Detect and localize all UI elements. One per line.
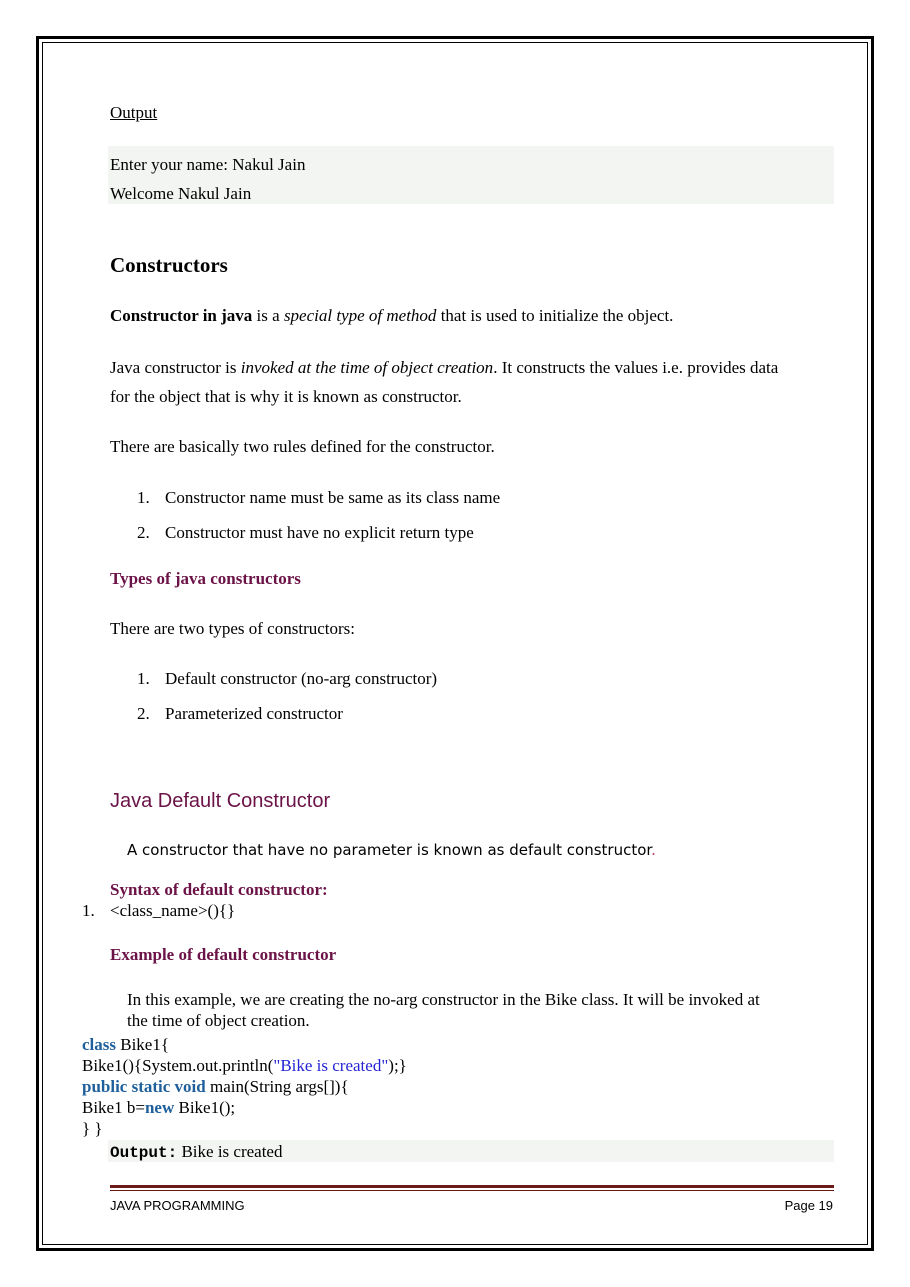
code-line-4-b: Bike1(); — [174, 1098, 236, 1117]
invocation-text-2: . It constructs the values i.e. provides data — [493, 358, 779, 377]
rule-item-1-number: 1. — [137, 488, 150, 507]
output-line-1: Enter your name: Nakul Jain — [110, 155, 306, 174]
constructor-definition-text-2: that is used to initialize the object. — [436, 306, 674, 325]
code-line-4-a: Bike1 b= — [82, 1098, 145, 1117]
code-line-4 — [82, 1098, 235, 1118]
type-item-2-number: 2. — [137, 704, 150, 723]
invocation-text-1: Java constructor is — [110, 358, 241, 377]
code-line-2-a: Bike1(){System.out.println( — [82, 1056, 274, 1075]
footer-title: JAVA PROGRAMMING — [110, 1198, 245, 1213]
rule-item-1-text: Constructor name must be same as its class name — [165, 488, 501, 507]
code-line-3 — [82, 1077, 349, 1097]
constructor-definition-bold: Constructor in java — [110, 306, 253, 325]
code-keyword-class: class — [82, 1035, 116, 1054]
rule-item-2-text: Constructor must have no explicit return type — [165, 523, 474, 542]
constructor-definition — [110, 306, 673, 326]
output-line-2: Welcome Nakul Jain — [110, 184, 252, 203]
rule-item-2-number: 2. — [137, 523, 150, 542]
code-line-1-rest: Bike1{ — [116, 1035, 170, 1054]
type-item-1-number: 1. — [137, 669, 150, 688]
default-constructor-title: Java Default Constructor — [110, 790, 331, 812]
constructors-heading: Constructors — [110, 253, 228, 277]
final-output-value: Bike is created — [177, 1142, 283, 1161]
final-output-label: Output: — [110, 1144, 178, 1162]
types-heading: Types of java constructors — [110, 569, 301, 588]
example-text-line-2: the time of object creation. — [127, 1011, 310, 1030]
constructor-invocation-line-2: for the object that is why it is known as constructor. — [110, 387, 462, 406]
code-line-2 — [82, 1056, 407, 1076]
type-item-1-text: Default constructor (no-arg constructor) — [165, 669, 438, 688]
type-item-2-text: Parameterized constructor — [165, 704, 343, 723]
code-line-1 — [82, 1035, 169, 1055]
rules-intro: There are basically two rules defined for the constructor. — [110, 437, 495, 456]
code-keyword-new: new — [144, 1098, 175, 1117]
syntax-heading: Syntax of default constructor: — [110, 880, 328, 899]
default-constructor-description-period: . — [651, 841, 656, 859]
example-heading: Example of default constructor — [110, 945, 337, 964]
footer-page-number: Page 19 — [784, 1198, 833, 1213]
output-heading: Output — [110, 103, 158, 122]
footer-rule-thin — [110, 1190, 834, 1191]
invocation-italic: invoked at the time of object creation — [240, 358, 494, 377]
syntax-line-number: 1. — [82, 901, 95, 920]
types-intro: There are two types of constructors: — [110, 619, 355, 638]
code-line-3-rest: main(String args[]){ — [205, 1077, 349, 1096]
constructor-invocation-line-1 — [110, 358, 778, 378]
footer-rule-thick — [110, 1185, 834, 1188]
code-line-5: } } — [82, 1119, 103, 1138]
final-output-line — [110, 1142, 282, 1162]
default-constructor-description-text: A constructor that have no parameter is known as default constructor — [127, 841, 652, 859]
constructor-definition-text-1: is a — [252, 306, 284, 325]
syntax-code: <class_name>(){} — [110, 901, 236, 920]
default-constructor-description — [127, 841, 656, 859]
constructor-definition-italic: special type of method — [283, 306, 437, 325]
code-string-literal: "Bike is created" — [273, 1056, 389, 1075]
code-line-2-b: );} — [388, 1056, 407, 1075]
code-keyword-public-static-void: public static void — [82, 1077, 206, 1096]
example-text-line-1: In this example, we are creating the no-arg constructor in the Bike class. It will be invoked at — [127, 990, 760, 1009]
